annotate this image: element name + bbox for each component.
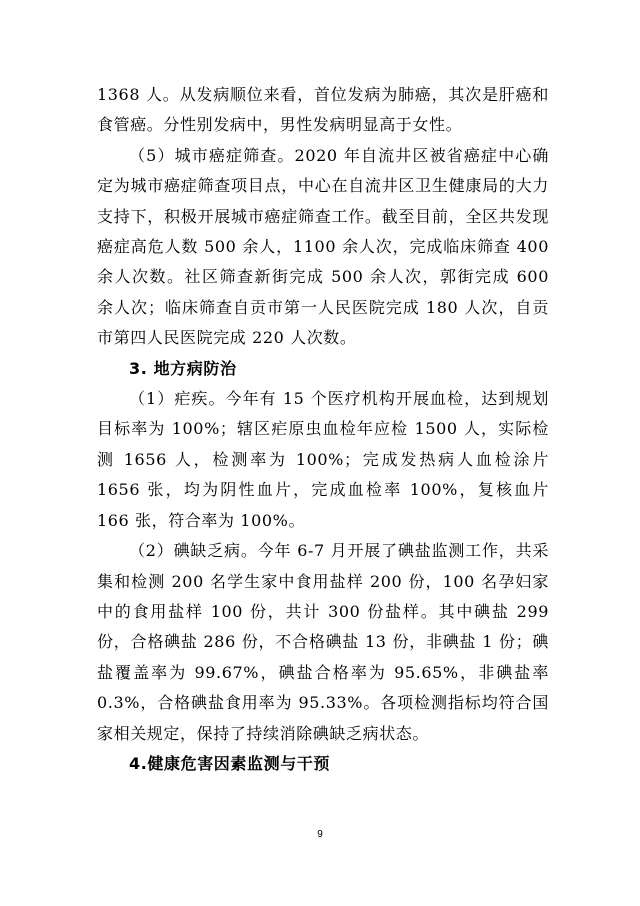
paragraph-cancer-incidence: 1368 人。从发病顺位来看，首位发病为肺癌，其次是肝癌和食管癌。分性别发病中，男性发病明显高于女性。 bbox=[97, 85, 549, 135]
page-content bbox=[97, 80, 549, 779]
paragraph-malaria: （1）疟疾。今年有 15 个医疗机构开展血检，达到规划目标率为 100%；辖区疟原虫血检年应检 1500 人，实际检测 1656 人，检测率为 100%；完成发热病人血检涂片 1656 张，均为阴性血片，完成血检率 100%，复核血片 166 张，符合率为 100%。 bbox=[97, 389, 549, 530]
paragraph-urban-cancer-screening: （5）城市癌症筛查。2020 年自流井区被省癌症中心确定为城市癌症筛查项目点，中心在自流井区卫生健康局的大力支持下，积极开展城市癌症筛查工作。截至目前，全区共发现癌症高危人数 500 余人，1100 余人次，完成临床筛查 400 余人次数。社区筛查新街完成 500 余人次，郭街完成 600 余人次；临床筛查自贡市第一人民医院完成 180 人次，自贡市第四人民医院完成 220 人次数。 bbox=[97, 145, 549, 348]
section-heading-health-hazard: 4.健康危害因素监测与干预 bbox=[129, 753, 331, 773]
paragraph-iodine-deficiency: （2）碘缺乏病。今年 6-7 月开展了碘盐监测工作，共采集和检测 200 名学生家中食用盐样 200 份，100 名孕妇家中的食用盐样 100 份，共计 300 份盐样。其中碘盐 299 份，合格碘盐 286 份，不合格碘盐 13 份，非碘盐 1 份；碘盐覆盖率为 99.67%，碘盐合格率为 95.65%，非碘盐率 0.3%，合格碘盐食用率为 95.33%。各项检测指标均符合国家相关规定，保持了持续消除碘缺乏病状态。 bbox=[97, 541, 549, 743]
section-heading-endemic-disease: 3. 地方病防治 bbox=[129, 358, 237, 378]
page-number: 9 bbox=[317, 829, 323, 840]
